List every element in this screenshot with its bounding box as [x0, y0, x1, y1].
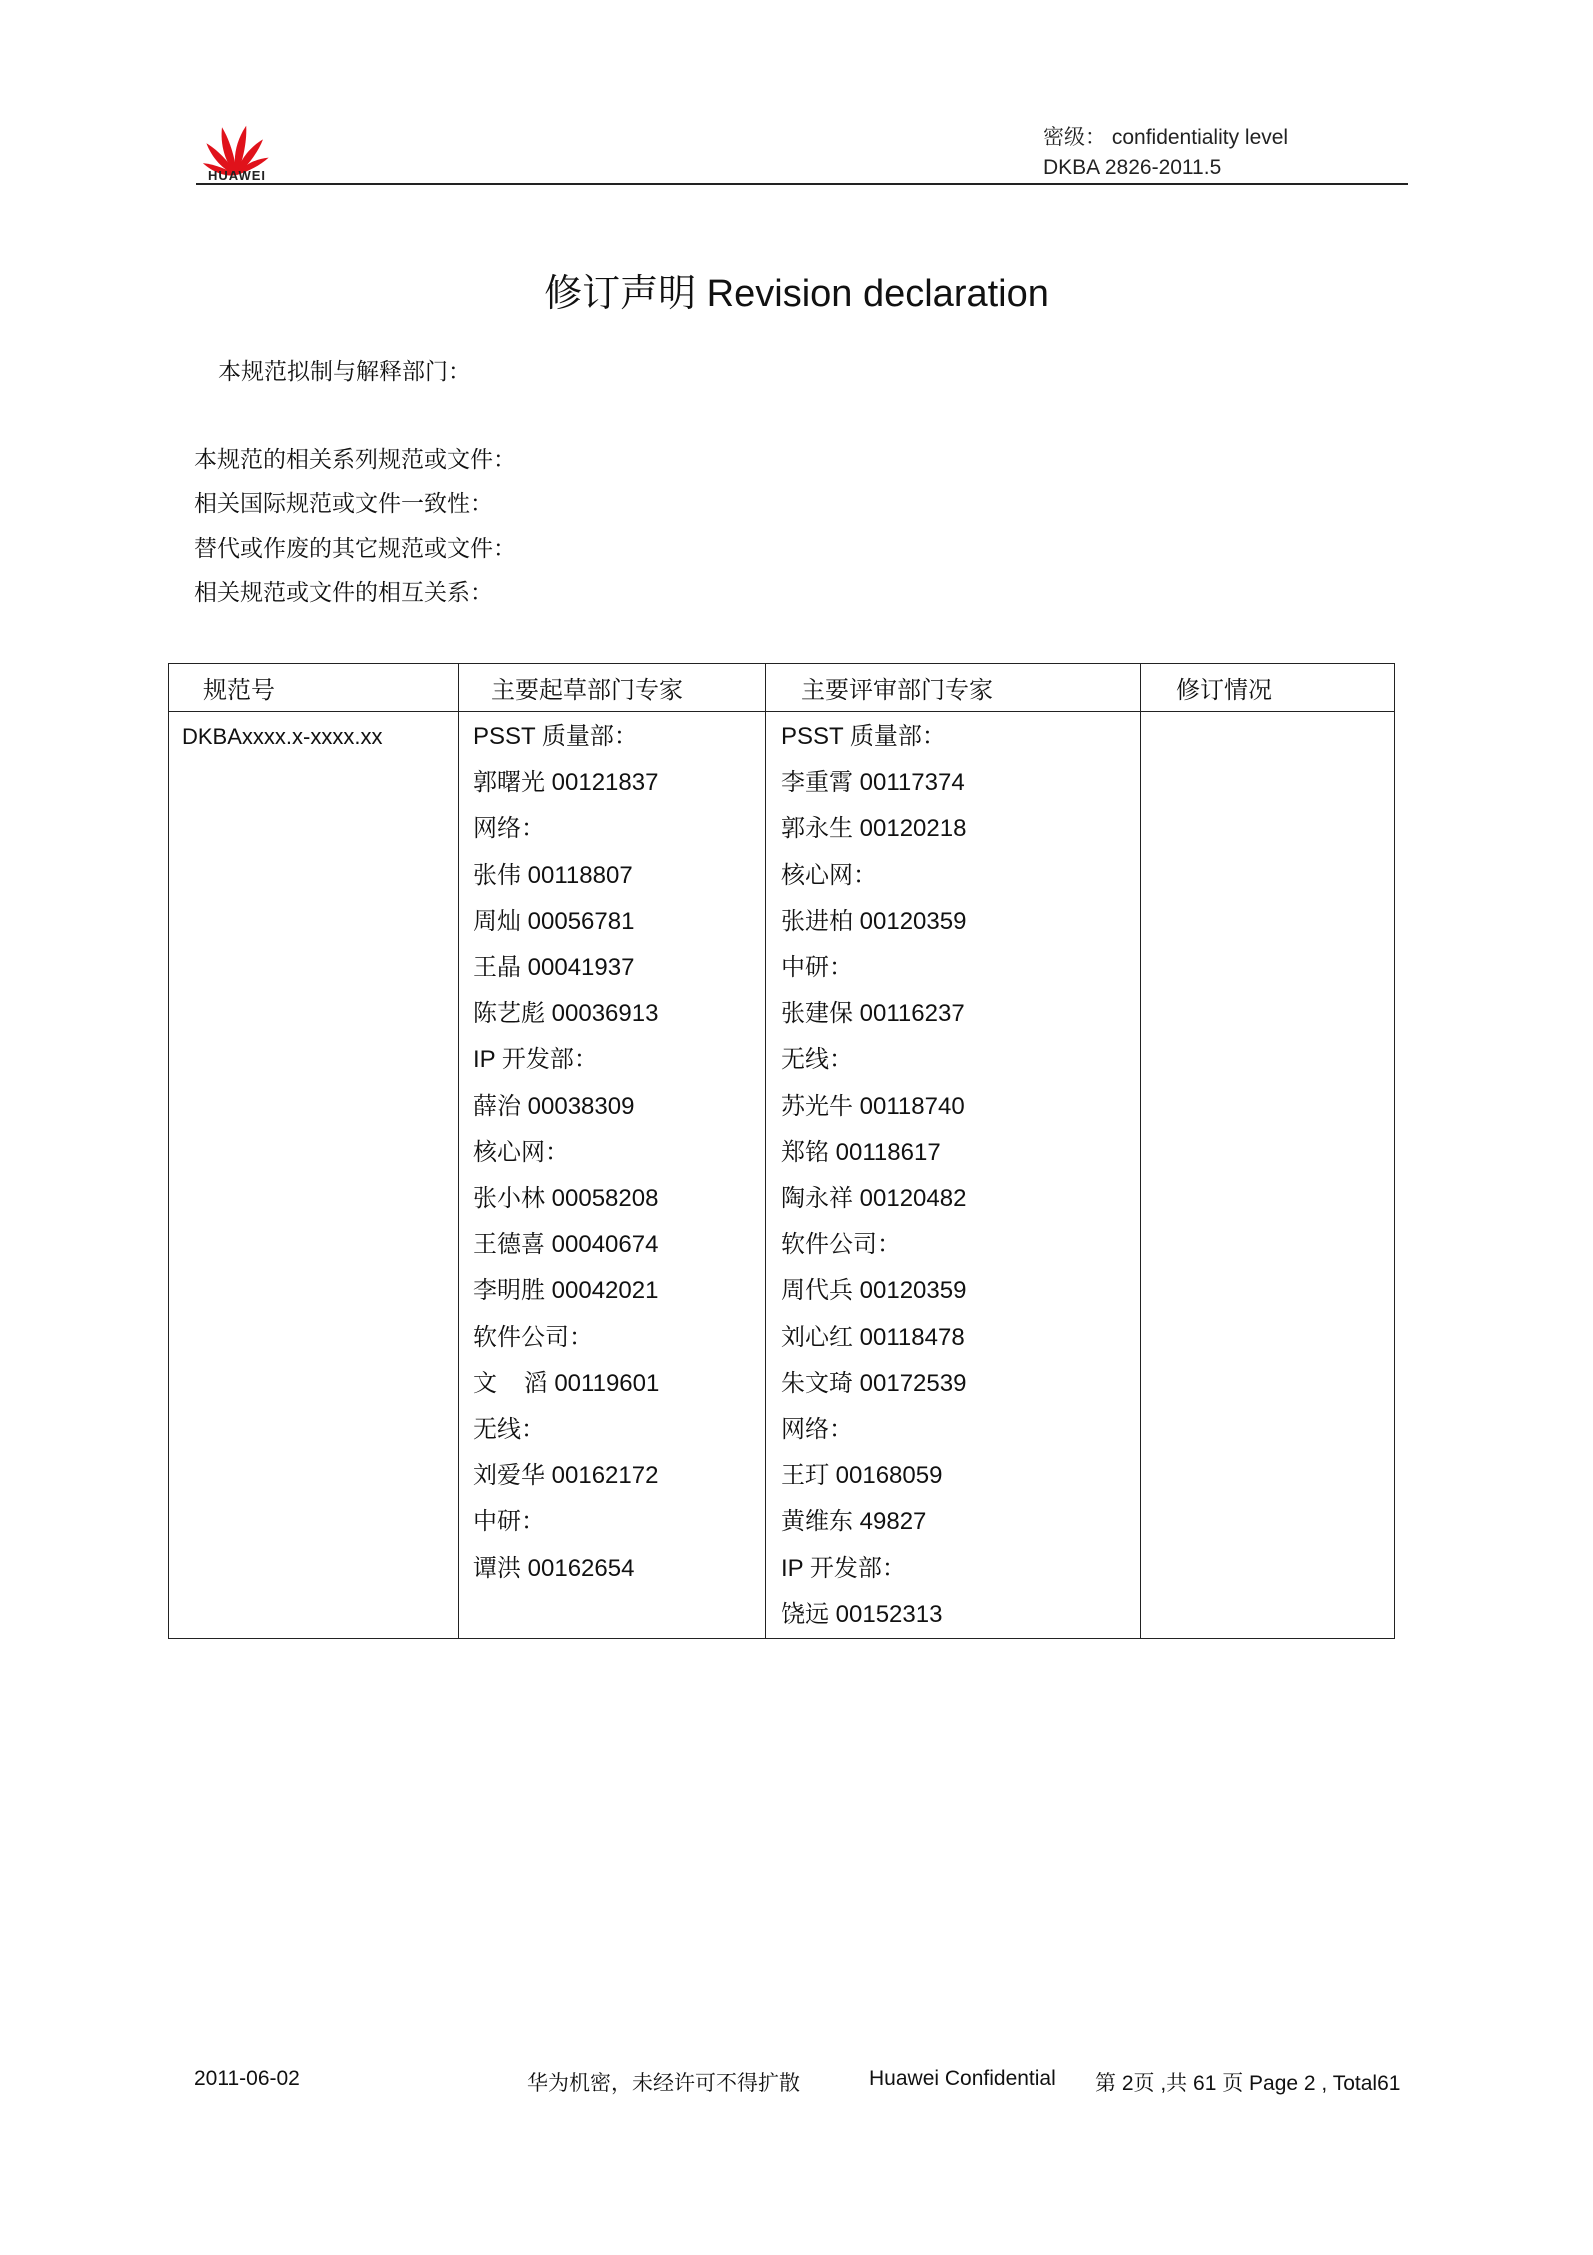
reviewer-entry: 饶远 00152313: [781, 1600, 943, 1628]
reviewer-entry: PSST 质量部：: [781, 723, 946, 750]
reviewer-entry: 李重霄 00117374: [781, 769, 965, 797]
cell-reviewers: [766, 712, 1141, 1639]
footer-date: 2011-06-02: [194, 2067, 300, 2090]
reviewer-entry: 郭永生 00120218: [781, 815, 967, 843]
cell-drafters: [459, 712, 766, 1639]
reviewers-list: [781, 714, 1140, 1638]
drafter-entry: 张小林 00058208: [473, 1185, 659, 1213]
spec-number: DKBAxxxx.x-xxxx.xx: [182, 724, 383, 749]
reviewer-entry: 郑铭 00118617: [781, 1138, 941, 1166]
header-divider: [196, 183, 1408, 185]
cell-revision: [1141, 712, 1395, 1639]
classification-label: 密级： confidentiality level: [1043, 126, 1289, 149]
drafter-entry: 网络：: [473, 815, 545, 843]
drafter-entry: IP 开发部：: [473, 1046, 598, 1074]
footer-confidential-en: Huawei Confidential: [869, 2067, 1056, 2090]
header-spec-no: 规范号: [169, 664, 459, 712]
drafter-entry: 刘爱华 00162172: [473, 1462, 659, 1490]
drafter-entry: 谭洪 00162654: [473, 1554, 635, 1582]
reviewer-entry: 软件公司：: [781, 1231, 901, 1259]
drafter-entry: 核心网：: [473, 1138, 569, 1166]
reviewer-entry: 中研：: [781, 954, 853, 982]
drafter-entry: 王德喜 00040674: [473, 1231, 659, 1259]
cell-spec-no: [169, 712, 459, 1639]
reviewer-entry: 网络：: [781, 1416, 853, 1444]
drafter-entry: 陈艺彪 00036913: [473, 1000, 659, 1028]
document-id: DKBA 2826-2011.5: [1043, 156, 1222, 179]
footer-confidential-cn: 华为机密，未经许可不得扩散: [527, 2072, 800, 2095]
reviewer-entry: 张建保 00116237: [781, 1000, 965, 1028]
logo-wordmark: HUAWEI: [208, 168, 266, 183]
reviewer-entry: 黄维东 49827: [781, 1508, 927, 1536]
drafter-entry: PSST 质量部：: [473, 723, 638, 750]
reviewer-entry: 张进柏 00120359: [781, 907, 967, 935]
info-line-related-series: 本规范的相关系列规范或文件：: [194, 446, 516, 472]
drafter-entry: 软件公司：: [473, 1323, 593, 1351]
revision-table: [168, 663, 1395, 1639]
drafter-entry: 李明胜 00042021: [473, 1277, 659, 1305]
reviewer-entry: 王玎 00168059: [781, 1462, 943, 1490]
info-line-drafting-dept: 本规范拟制与解释部门：: [218, 358, 471, 384]
drafter-entry: 文 滔 00119601: [473, 1369, 660, 1397]
drafter-entry: 张伟 00118807: [473, 861, 633, 889]
header-review-experts: 主要评审部门专家: [766, 664, 1141, 712]
reviewer-entry: 苏光牛 00118740: [781, 1092, 965, 1120]
footer-page-number: 第 2页 ,共 61 页 Page 2 , Total61: [1095, 2072, 1401, 2095]
table-row: [169, 712, 1395, 1639]
info-line-relationships: 相关规范或文件的相互关系：: [194, 579, 493, 605]
drafter-entry: 薛治 00038309: [473, 1092, 635, 1120]
drafter-entry: 王晶 00041937: [473, 954, 635, 982]
header-revision-status: 修订情况: [1141, 664, 1395, 712]
drafter-entry: 周灿 00056781: [473, 907, 635, 935]
drafters-list: [473, 714, 765, 1592]
reviewer-entry: 朱文琦 00172539: [781, 1369, 967, 1397]
reviewer-entry: 核心网：: [781, 861, 877, 889]
reviewer-entry: 刘心红 00118478: [781, 1323, 965, 1351]
reviewer-entry: 无线：: [781, 1046, 853, 1074]
reviewer-entry: 陶永祥 00120482: [781, 1185, 967, 1213]
reviewer-entry: IP 开发部：: [781, 1554, 906, 1582]
page-title: 修订声明 Revision declaration: [544, 273, 1049, 315]
table-header-row: [169, 664, 1395, 712]
info-line-replaced-docs: 替代或作废的其它规范或文件：: [194, 535, 516, 561]
drafter-entry: 郭曙光 00121837: [473, 769, 659, 797]
drafter-entry: 中研：: [473, 1508, 545, 1536]
reviewer-entry: 周代兵 00120359: [781, 1277, 967, 1305]
info-line-intl-consistency: 相关国际规范或文件一致性：: [194, 490, 493, 516]
header-drafting-experts: 主要起草部门专家: [459, 664, 766, 712]
drafter-entry: 无线：: [473, 1416, 545, 1444]
